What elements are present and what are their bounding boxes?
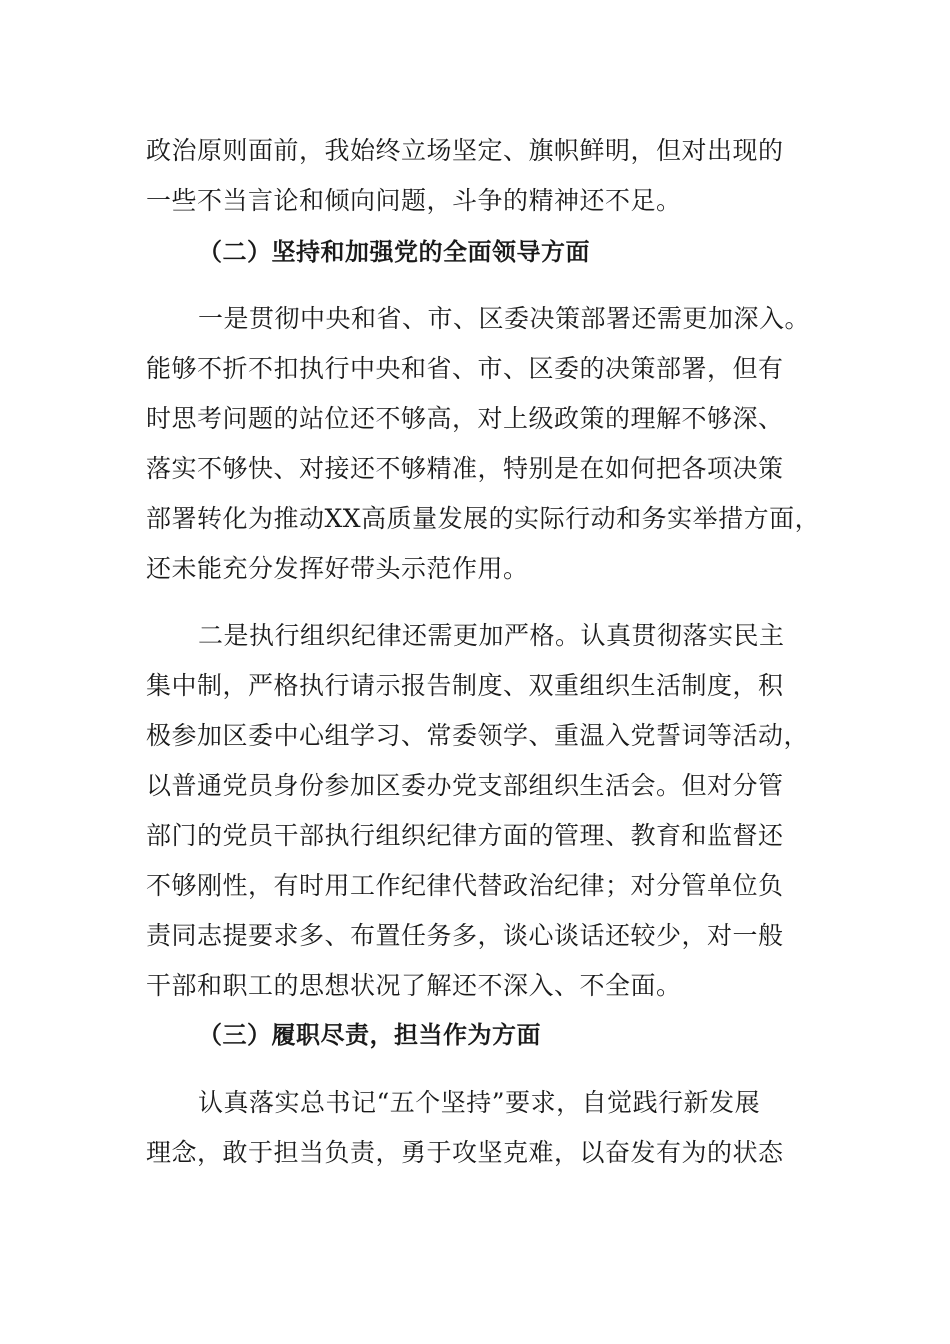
text-line: 一是贯彻中央和省、市、区委决策部署还需更加深入。	[198, 304, 811, 333]
text-line: 还未能充分发挥好带头示范作用。	[146, 554, 529, 583]
text-line: 部署转化为推动XX高质量发展的实际行动和务实举措方面，	[146, 504, 821, 533]
text-line: 极参加区委中心组学习、常委领学、重温入党誓词等活动，	[146, 721, 810, 750]
text-line: 不够刚性，有时用工作纪律代替政治纪律；对分管单位负	[146, 871, 784, 900]
text-line: 一些不当言论和倾向问题，斗争的精神还不足。	[146, 186, 682, 215]
text-line: 政治原则面前，我始终立场坚定、旗帜鲜明，但对出现的	[146, 136, 784, 165]
text-line: 认真落实总书记“五个坚持”要求，自觉践行新发展	[198, 1088, 761, 1117]
text-line: 部门的党员干部执行组织纪律方面的管理、教育和监督还	[146, 821, 784, 850]
text-line: 以普通党员身份参加区委办党支部组织生活会。但对分管	[146, 771, 784, 800]
section-heading: （二）坚持和加强党的全面领导方面	[198, 238, 590, 266]
text-line: 时思考问题的站位还不够高，对上级政策的理解不够深、	[146, 404, 784, 433]
text-line: 集中制，严格执行请示报告制度、双重组织生活制度，积	[146, 671, 784, 700]
text-line: 理念，敢于担当负责，勇于攻坚克难，以奋发有为的状态	[146, 1138, 784, 1167]
text-line: 落实不够快、对接还不够精准，特别是在如何把各项决策	[146, 454, 784, 483]
text-line: 责同志提要求多、布置任务多，谈心谈话还较少，对一般	[146, 921, 784, 950]
text-line: 能够不折不扣执行中央和省、市、区委的决策部署，但有	[146, 354, 784, 383]
text-line: 干部和职工的思想状况了解还不深入、不全面。	[146, 971, 682, 1000]
text-line: 二是执行组织纪律还需更加严格。认真贯彻落实民主	[198, 621, 785, 650]
section-heading: （三）履职尽责，担当作为方面	[198, 1021, 541, 1049]
